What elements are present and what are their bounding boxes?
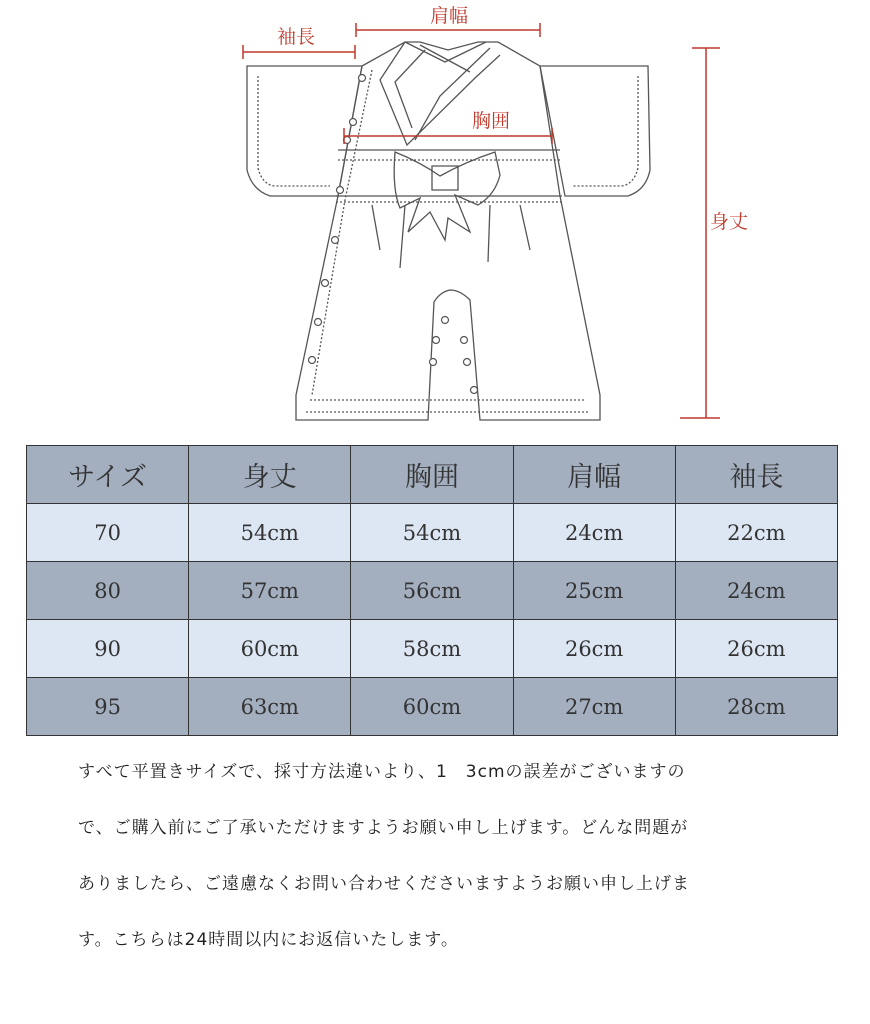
sleeve-label: 袖長 — [277, 26, 316, 48]
measurement-notes — [78, 752, 838, 976]
header-size: サイズ — [27, 446, 189, 504]
cell-size: 80 — [27, 562, 189, 620]
cell-sleeve: 26cm — [675, 620, 837, 678]
cell-sleeve: 22cm — [675, 504, 837, 562]
cell-chest: 58cm — [351, 620, 513, 678]
cell-size: 70 — [27, 504, 189, 562]
cell-sleeve: 24cm — [675, 562, 837, 620]
cell-length: 54cm — [189, 504, 351, 562]
cell-length: 60cm — [189, 620, 351, 678]
cell-chest: 56cm — [351, 562, 513, 620]
note-line: す。こちらは24時間以内にお返信いたします。 — [78, 930, 459, 950]
body-outline — [296, 42, 600, 420]
note-line: で、ご購入前にご了承いただけますようお願い申し上げます。どんな問題が — [78, 818, 689, 838]
header-sleeve: 袖長 — [675, 446, 837, 504]
table-row — [27, 504, 838, 562]
garment-diagram — [0, 0, 870, 430]
cell-sleeve: 28cm — [675, 678, 837, 736]
table-row — [27, 620, 838, 678]
table-row — [27, 562, 838, 620]
cell-shoulder: 24cm — [513, 504, 675, 562]
cell-shoulder: 27cm — [513, 678, 675, 736]
table-row — [27, 678, 838, 736]
cell-length: 63cm — [189, 678, 351, 736]
header-chest: 胸囲 — [351, 446, 513, 504]
table-header-row — [27, 446, 838, 504]
cell-size: 95 — [27, 678, 189, 736]
cell-size: 90 — [27, 620, 189, 678]
note-line: すべて平置きサイズで、採寸方法違いより、1 3cmの誤差がございますの — [78, 762, 686, 782]
header-shoulder: 肩幅 — [513, 446, 675, 504]
chest-label: 胸囲 — [472, 110, 511, 132]
note-line: ありましたら、ご遠慮なくお問い合わせくださいますようお願い申し上げま — [78, 874, 690, 894]
length-label: 身丈 — [710, 211, 749, 233]
cell-length: 57cm — [189, 562, 351, 620]
cell-chest: 60cm — [351, 678, 513, 736]
shoulder-label: 肩幅 — [430, 5, 469, 27]
header-length: 身丈 — [189, 446, 351, 504]
cell-chest: 54cm — [351, 504, 513, 562]
cell-shoulder: 25cm — [513, 562, 675, 620]
size-table — [26, 445, 838, 736]
cell-shoulder: 26cm — [513, 620, 675, 678]
